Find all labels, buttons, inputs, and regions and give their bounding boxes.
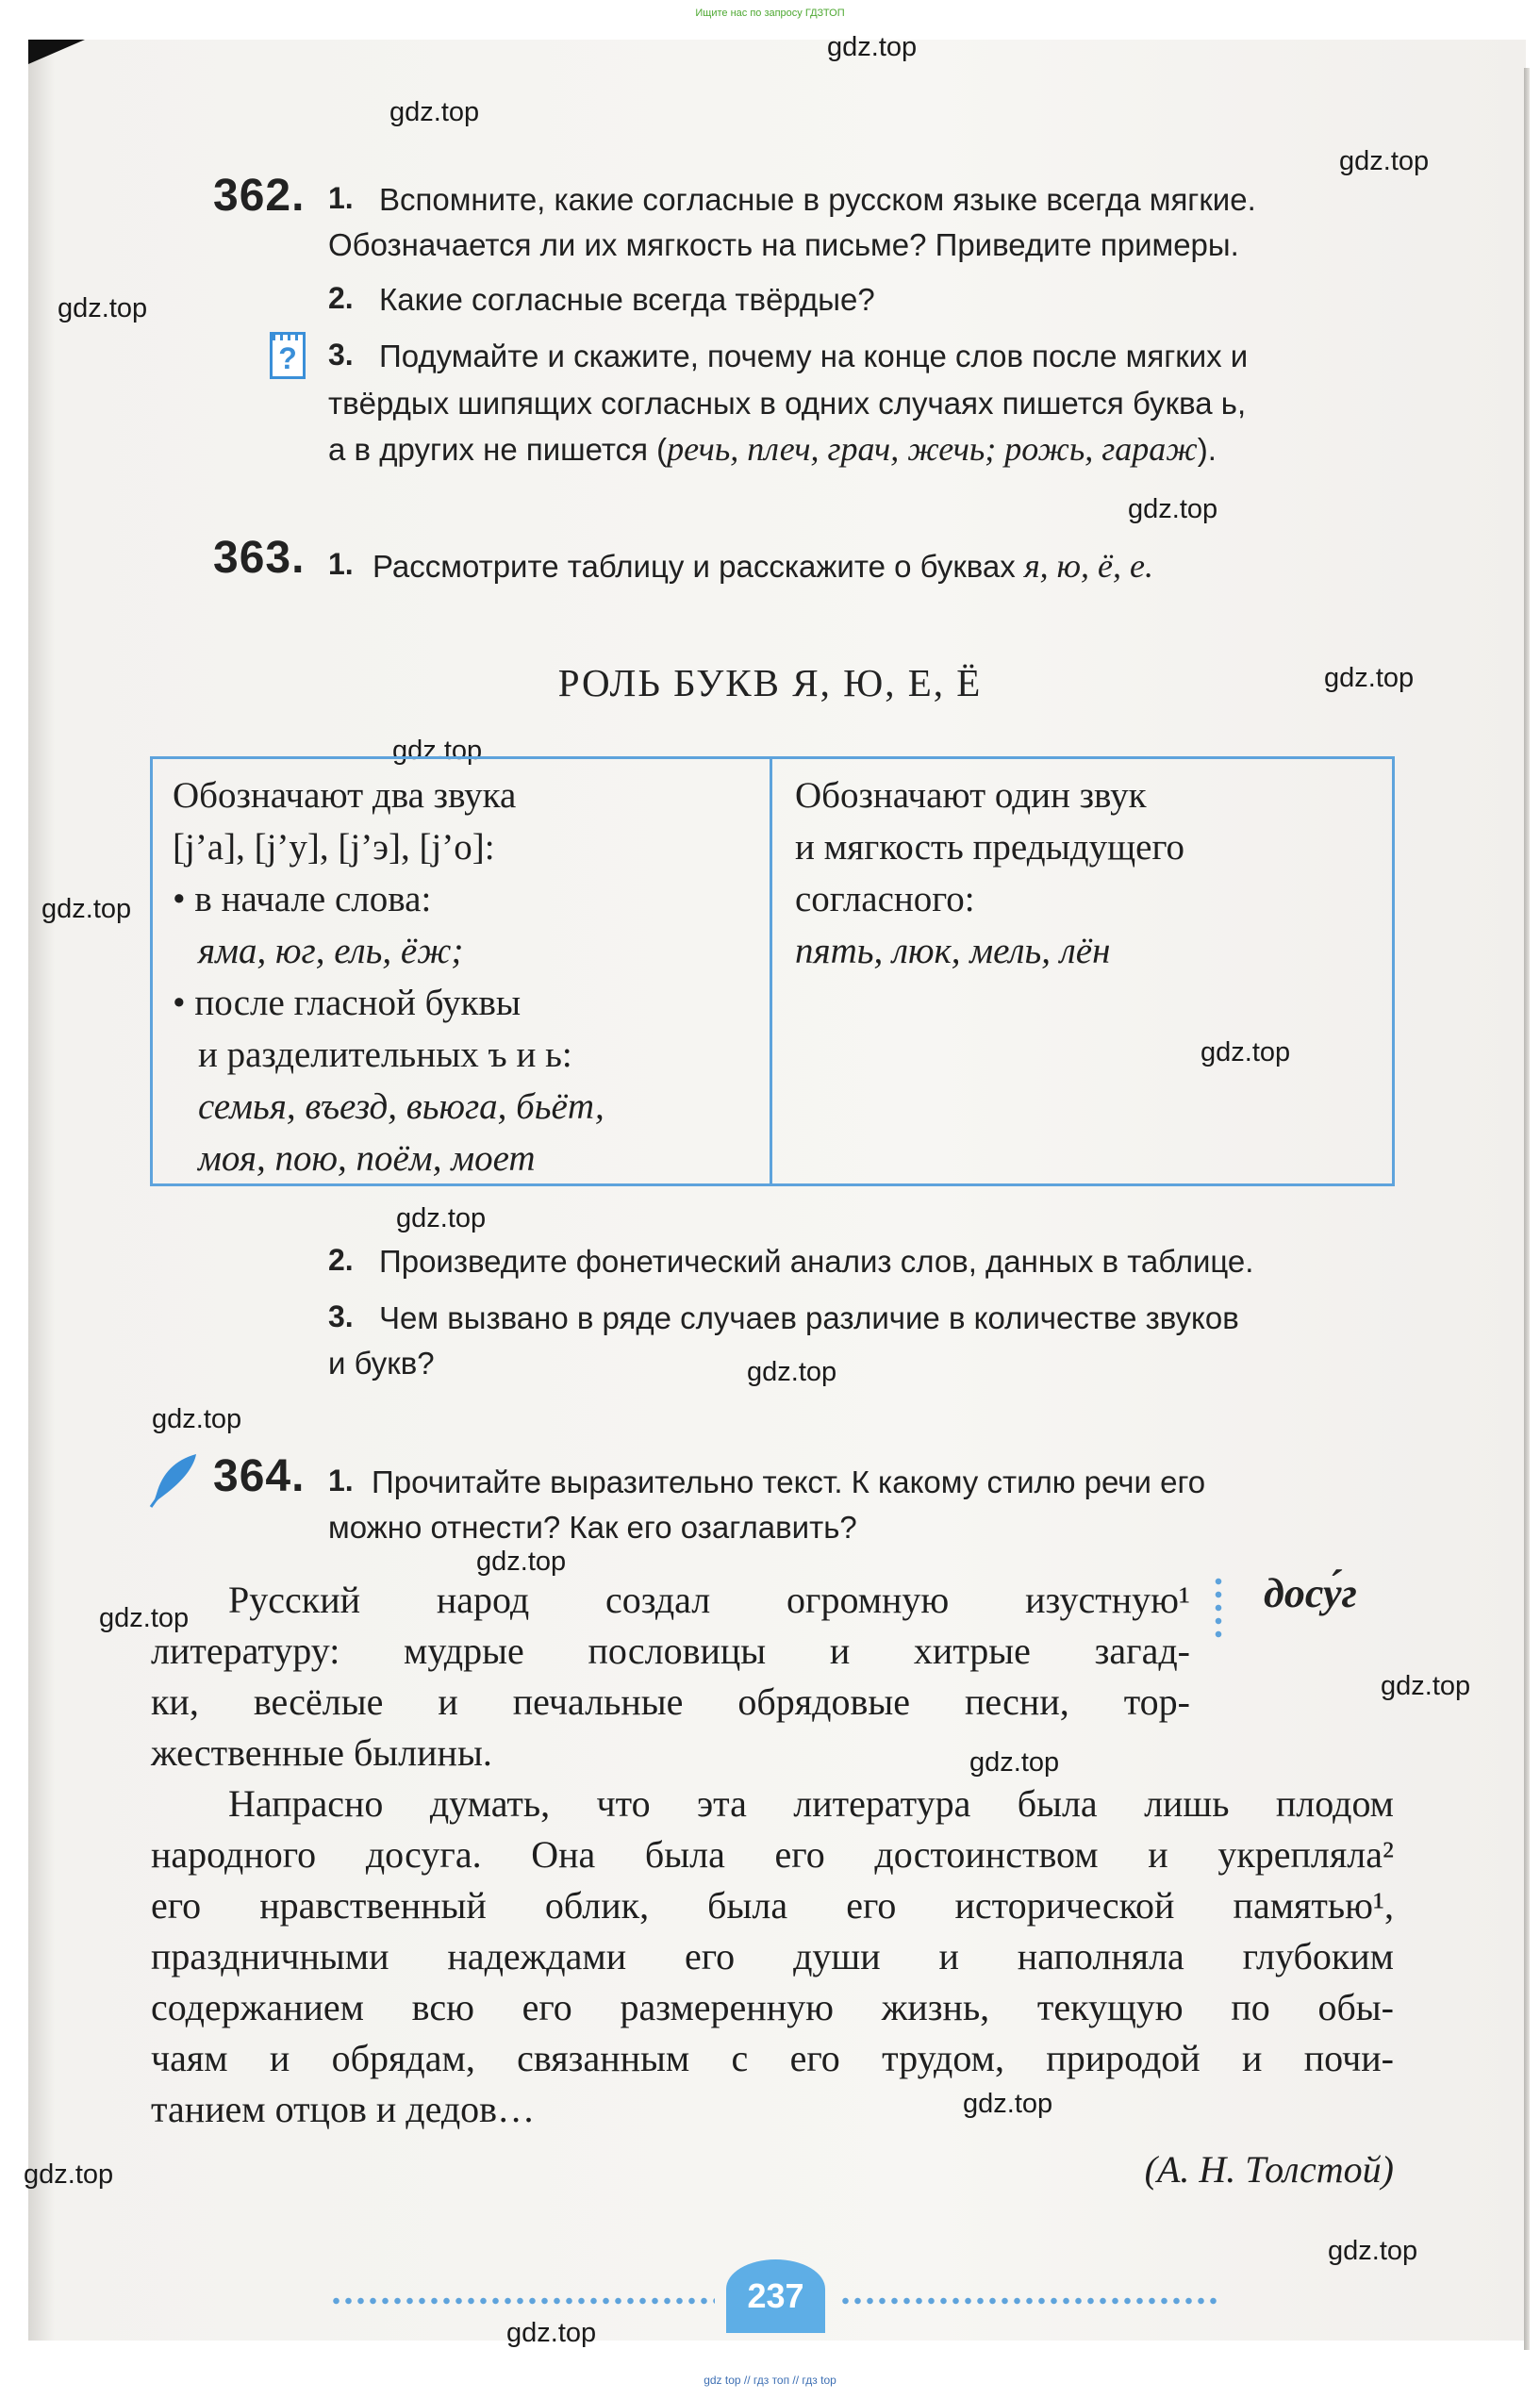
text-line: чаям и обрядам, связанным с его трудом, природой и почи- — [151, 2037, 1394, 2079]
table-title: РОЛЬ БУКВ Я, Ю, Е, Ё — [557, 661, 983, 704]
task-number: 1. — [328, 181, 354, 215]
margin-word: досу́г — [1264, 1570, 1357, 1616]
task-text: Прочитайте выразительно текст. К какому стилю речи его — [372, 1464, 1206, 1499]
watermark: gdz.top — [747, 1357, 837, 1387]
watermark: gdz.top — [41, 894, 132, 924]
watermark: gdz.top — [1381, 1671, 1471, 1701]
text-line: ки, весёлые и печальные обрядовые песни, тор- — [151, 1680, 1190, 1723]
footer-dotline — [330, 2297, 715, 2305]
text-line: его нравственный облик, была его исторической памятью¹, — [151, 1884, 1394, 1927]
quill-icon — [147, 1452, 200, 1509]
question-icon: ? — [270, 332, 306, 379]
header-note: Ищите нас по запросу ГДЗТОП — [695, 8, 845, 19]
task-text: Произведите фонетический анализ слов, данных в таблице. — [379, 1244, 1254, 1279]
page-number: 237 — [726, 2259, 825, 2333]
watermark: gdz.top — [1324, 663, 1415, 693]
task-text: Вспомните, какие согласные в русском языке всегда мягкие. — [379, 182, 1256, 217]
task-text: Подумайте и скажите, почему на конце слов после мягких и — [379, 339, 1249, 373]
exercise-number-363: 363. — [213, 533, 306, 583]
task-text: Чем вызвано в ряде случаев различие в количестве звуков — [379, 1300, 1239, 1335]
watermark: gdz.top — [58, 293, 148, 323]
task-text: Какие согласные всегда твёрдые? — [379, 282, 875, 317]
table-cell-text: [j’а], [j’у], [j’э], [j’о]: — [173, 827, 495, 868]
task-number: 2. — [328, 1243, 354, 1277]
watermark: gdz.top — [827, 32, 918, 62]
text-line: танием отцов и дедов… — [151, 2088, 536, 2130]
task-text: можно отнести? Как его озаглавить? — [328, 1510, 857, 1545]
page-corner-shadow — [28, 40, 85, 64]
letters: я, ю, ё, е. — [1023, 547, 1154, 585]
watermark: gdz.top — [392, 736, 483, 766]
watermark: gdz.top — [506, 2318, 597, 2348]
table-example: яма, юг, ель, ёж; — [198, 931, 464, 971]
task-text: а в других не пишется (речь, плеч, грач, жечь; рожь, гараж). — [328, 430, 1217, 468]
footer-dotline — [839, 2297, 1222, 2305]
task-text: и букв? — [328, 1346, 435, 1381]
task-number: 1. — [328, 547, 354, 581]
author: (А. Н. Толстой) — [1144, 2148, 1394, 2191]
exercise-number-364: 364. — [213, 1451, 306, 1501]
watermark: gdz.top — [963, 2089, 1053, 2119]
watermark: gdz.top — [969, 1747, 1060, 1778]
text-line: народного досуга. Она была его достоинством и укрепляла² — [151, 1833, 1394, 1876]
watermark: gdz.top — [1339, 146, 1430, 176]
table-example: семья, въезд, вьюга, бьёт, — [198, 1086, 604, 1127]
task-text: Рассмотрите таблицу и расскажите о буквах я, ю, ё, е. — [373, 547, 1154, 585]
task-number: 1. — [328, 1464, 354, 1497]
watermark: gdz.top — [389, 97, 480, 127]
table-divider — [770, 756, 772, 1186]
watermark: gdz.top — [1128, 494, 1218, 524]
table-cell-text: и разделительных ъ и ь: — [198, 1034, 572, 1075]
task-text: твёрдых шипящих согласных в одних случаях пишется буква ь, — [328, 386, 1247, 421]
task-number: 3. — [328, 338, 354, 372]
task-text: Обозначается ли их мягкость на письме? Приведите примеры. — [328, 227, 1239, 262]
table-cell-text: и мягкость предыдущего — [795, 827, 1184, 868]
task-number: 2. — [328, 281, 354, 315]
exercise-number-362: 362. — [213, 171, 306, 221]
table-example: моя, пою, поём, моет — [198, 1138, 536, 1179]
text-line: Напрасно думать, что эта литература была лишь плодом — [228, 1782, 1394, 1825]
text-line: литературу: мудрые пословицы и хитрые загад- — [151, 1630, 1190, 1672]
text-line: жественные былины. — [151, 1731, 492, 1774]
watermark: gdz.top — [1328, 2236, 1418, 2266]
table-cell-text: согласного: — [795, 879, 975, 919]
footer-note: gdz top // гдз топ // гдз top — [704, 2374, 836, 2387]
margin-dots — [1215, 1575, 1222, 1643]
text-line: праздничными надеждами его души и наполняла глубоким — [151, 1935, 1394, 1977]
watermark: gdz.top — [476, 1547, 567, 1577]
example-words: речь, плеч, грач, жечь; рожь, гараж — [667, 430, 1198, 468]
page-edge — [1524, 68, 1530, 2350]
watermark: gdz.top — [1201, 1037, 1291, 1067]
text-line: Русский народ создал огромную изустную¹ — [228, 1579, 1190, 1621]
task-number: 3. — [328, 1299, 354, 1333]
table-bullet: • в начале слова: — [173, 873, 431, 925]
watermark: gdz.top — [99, 1603, 190, 1633]
watermark: gdz.top — [396, 1203, 487, 1233]
table-cell-text: Обозначают два звука — [173, 775, 517, 816]
watermark: gdz.top — [24, 2159, 114, 2190]
table-example: пять, люк, мель, лён — [795, 931, 1111, 971]
text-line: содержанием всю его размеренную жизнь, текущую по обы- — [151, 1986, 1394, 2028]
watermark: gdz.top — [152, 1404, 242, 1434]
table-cell-text: Обозначают один звук — [795, 775, 1147, 816]
table-bullet: • после гласной буквы — [173, 977, 521, 1029]
